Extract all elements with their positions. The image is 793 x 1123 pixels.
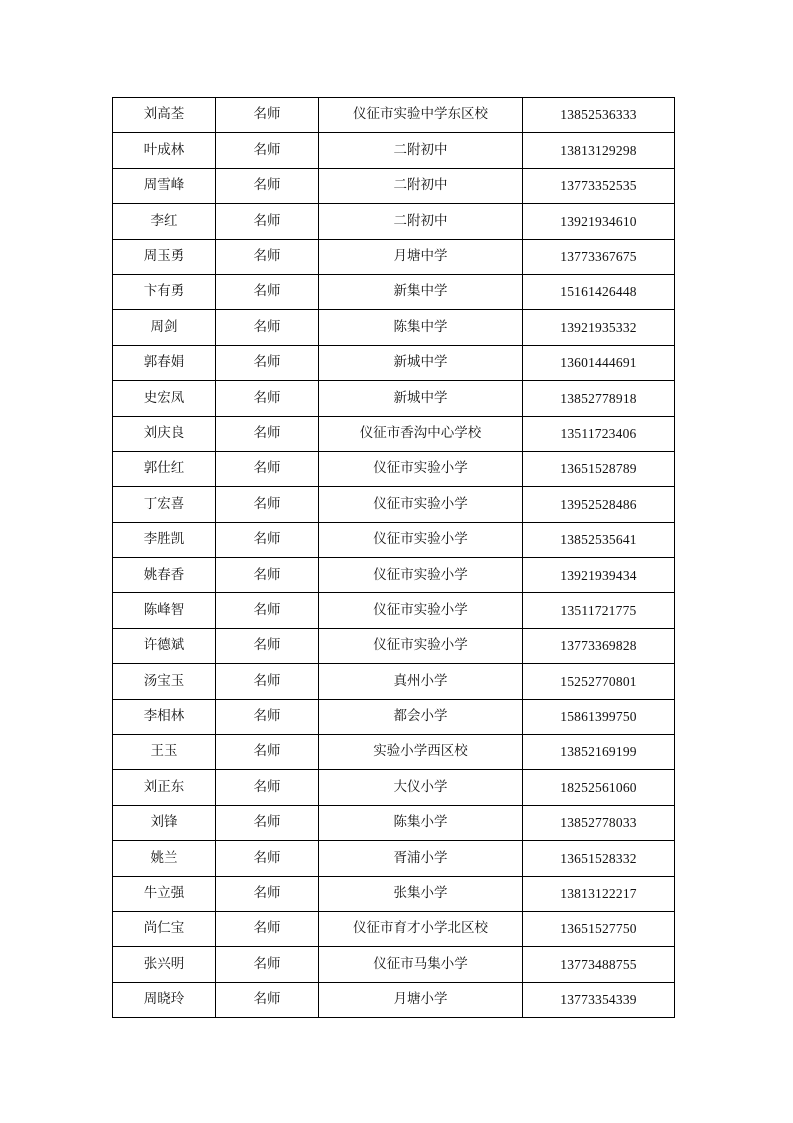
teacher-name-cell: 周剑 xyxy=(113,310,216,345)
phone-number-cell: 13813129298 xyxy=(523,133,675,168)
table-row xyxy=(113,699,675,734)
teacher-title-cell: 名师 xyxy=(216,876,319,911)
teacher-title-cell: 名师 xyxy=(216,947,319,982)
school-name-cell: 胥浦小学 xyxy=(319,841,523,876)
school-name-cell: 月塘小学 xyxy=(319,982,523,1017)
table-row xyxy=(113,805,675,840)
teacher-title-cell: 名师 xyxy=(216,239,319,274)
roster-table-body xyxy=(113,98,675,1018)
teacher-title-cell: 名师 xyxy=(216,805,319,840)
teacher-name-cell: 王玉 xyxy=(113,735,216,770)
phone-number-cell: 13773354339 xyxy=(523,982,675,1017)
table-row xyxy=(113,558,675,593)
teacher-name-cell: 刘庆良 xyxy=(113,416,216,451)
table-row xyxy=(113,451,675,486)
teacher-title-cell: 名师 xyxy=(216,699,319,734)
table-row xyxy=(113,522,675,557)
school-name-cell: 仪征市育才小学北区校 xyxy=(319,911,523,946)
school-name-cell: 二附初中 xyxy=(319,168,523,203)
teacher-title-cell: 名师 xyxy=(216,593,319,628)
teacher-name-cell: 尚仁宝 xyxy=(113,911,216,946)
school-name-cell: 仪征市香沟中心学校 xyxy=(319,416,523,451)
teacher-name-cell: 刘高荃 xyxy=(113,98,216,133)
teacher-name-cell: 周玉勇 xyxy=(113,239,216,274)
table-row xyxy=(113,593,675,628)
table-row xyxy=(113,168,675,203)
teacher-name-cell: 汤宝玉 xyxy=(113,664,216,699)
phone-number-cell: 13852169199 xyxy=(523,735,675,770)
phone-number-cell: 13773352535 xyxy=(523,168,675,203)
phone-number-cell: 13921935332 xyxy=(523,310,675,345)
school-name-cell: 真州小学 xyxy=(319,664,523,699)
table-row xyxy=(113,204,675,239)
school-name-cell: 大仪小学 xyxy=(319,770,523,805)
teacher-name-cell: 丁宏喜 xyxy=(113,487,216,522)
teacher-name-cell: 刘锋 xyxy=(113,805,216,840)
teacher-name-cell: 姚兰 xyxy=(113,841,216,876)
phone-number-cell: 15161426448 xyxy=(523,274,675,309)
teacher-title-cell: 名师 xyxy=(216,133,319,168)
school-name-cell: 陈集中学 xyxy=(319,310,523,345)
phone-number-cell: 13952528486 xyxy=(523,487,675,522)
phone-number-cell: 13511723406 xyxy=(523,416,675,451)
teacher-name-cell: 李相林 xyxy=(113,699,216,734)
table-row xyxy=(113,876,675,911)
school-name-cell: 仪征市实验小学 xyxy=(319,593,523,628)
table-row xyxy=(113,274,675,309)
table-row xyxy=(113,911,675,946)
teacher-title-cell: 名师 xyxy=(216,841,319,876)
table-row xyxy=(113,664,675,699)
phone-number-cell: 13852535641 xyxy=(523,522,675,557)
school-name-cell: 实验小学西区校 xyxy=(319,735,523,770)
phone-number-cell: 13813122217 xyxy=(523,876,675,911)
teacher-title-cell: 名师 xyxy=(216,168,319,203)
teacher-name-cell: 陈峰智 xyxy=(113,593,216,628)
document-page xyxy=(112,97,674,1018)
table-row xyxy=(113,345,675,380)
teacher-name-cell: 牛立强 xyxy=(113,876,216,911)
teacher-title-cell: 名师 xyxy=(216,204,319,239)
phone-number-cell: 18252561060 xyxy=(523,770,675,805)
phone-number-cell: 15252770801 xyxy=(523,664,675,699)
teacher-title-cell: 名师 xyxy=(216,664,319,699)
school-name-cell: 新集中学 xyxy=(319,274,523,309)
teacher-name-cell: 张兴明 xyxy=(113,947,216,982)
phone-number-cell: 13651528332 xyxy=(523,841,675,876)
teacher-name-cell: 刘正东 xyxy=(113,770,216,805)
phone-number-cell: 13511721775 xyxy=(523,593,675,628)
school-name-cell: 张集小学 xyxy=(319,876,523,911)
school-name-cell: 都会小学 xyxy=(319,699,523,734)
table-row xyxy=(113,770,675,805)
teacher-name-cell: 李胜凯 xyxy=(113,522,216,557)
table-row xyxy=(113,239,675,274)
table-row xyxy=(113,735,675,770)
phone-number-cell: 13601444691 xyxy=(523,345,675,380)
teacher-title-cell: 名师 xyxy=(216,416,319,451)
teacher-name-cell: 李红 xyxy=(113,204,216,239)
phone-number-cell: 13773367675 xyxy=(523,239,675,274)
table-row xyxy=(113,98,675,133)
school-name-cell: 月塘中学 xyxy=(319,239,523,274)
school-name-cell: 二附初中 xyxy=(319,204,523,239)
phone-number-cell: 13651527750 xyxy=(523,911,675,946)
table-row xyxy=(113,133,675,168)
table-row xyxy=(113,841,675,876)
phone-number-cell: 13773488755 xyxy=(523,947,675,982)
table-row xyxy=(113,487,675,522)
teacher-title-cell: 名师 xyxy=(216,98,319,133)
table-row xyxy=(113,628,675,663)
school-name-cell: 仪征市实验小学 xyxy=(319,522,523,557)
school-name-cell: 新城中学 xyxy=(319,345,523,380)
teacher-title-cell: 名师 xyxy=(216,911,319,946)
school-name-cell: 仪征市实验小学 xyxy=(319,487,523,522)
school-name-cell: 新城中学 xyxy=(319,381,523,416)
teacher-title-cell: 名师 xyxy=(216,558,319,593)
teacher-roster-table xyxy=(112,97,675,1018)
school-name-cell: 仪征市实验小学 xyxy=(319,558,523,593)
phone-number-cell: 13651528789 xyxy=(523,451,675,486)
teacher-name-cell: 周晓玲 xyxy=(113,982,216,1017)
teacher-name-cell: 许德斌 xyxy=(113,628,216,663)
table-row xyxy=(113,947,675,982)
teacher-title-cell: 名师 xyxy=(216,274,319,309)
phone-number-cell: 13921934610 xyxy=(523,204,675,239)
teacher-name-cell: 史宏凤 xyxy=(113,381,216,416)
teacher-name-cell: 郭春娟 xyxy=(113,345,216,380)
phone-number-cell: 13921939434 xyxy=(523,558,675,593)
teacher-title-cell: 名师 xyxy=(216,628,319,663)
table-row xyxy=(113,982,675,1017)
teacher-title-cell: 名师 xyxy=(216,487,319,522)
school-name-cell: 仪征市实验小学 xyxy=(319,628,523,663)
teacher-title-cell: 名师 xyxy=(216,381,319,416)
teacher-title-cell: 名师 xyxy=(216,735,319,770)
phone-number-cell: 13852778918 xyxy=(523,381,675,416)
teacher-name-cell: 卞有勇 xyxy=(113,274,216,309)
table-row xyxy=(113,381,675,416)
phone-number-cell: 15861399750 xyxy=(523,699,675,734)
school-name-cell: 仪征市实验中学东区校 xyxy=(319,98,523,133)
school-name-cell: 陈集小学 xyxy=(319,805,523,840)
teacher-title-cell: 名师 xyxy=(216,982,319,1017)
teacher-name-cell: 周雪峰 xyxy=(113,168,216,203)
phone-number-cell: 13852778033 xyxy=(523,805,675,840)
teacher-title-cell: 名师 xyxy=(216,770,319,805)
table-row xyxy=(113,310,675,345)
teacher-name-cell: 姚春香 xyxy=(113,558,216,593)
teacher-title-cell: 名师 xyxy=(216,451,319,486)
teacher-name-cell: 郭仕红 xyxy=(113,451,216,486)
phone-number-cell: 13852536333 xyxy=(523,98,675,133)
teacher-title-cell: 名师 xyxy=(216,522,319,557)
table-row xyxy=(113,416,675,451)
school-name-cell: 仪征市实验小学 xyxy=(319,451,523,486)
teacher-title-cell: 名师 xyxy=(216,345,319,380)
school-name-cell: 仪征市马集小学 xyxy=(319,947,523,982)
teacher-name-cell: 叶成林 xyxy=(113,133,216,168)
teacher-title-cell: 名师 xyxy=(216,310,319,345)
phone-number-cell: 13773369828 xyxy=(523,628,675,663)
school-name-cell: 二附初中 xyxy=(319,133,523,168)
